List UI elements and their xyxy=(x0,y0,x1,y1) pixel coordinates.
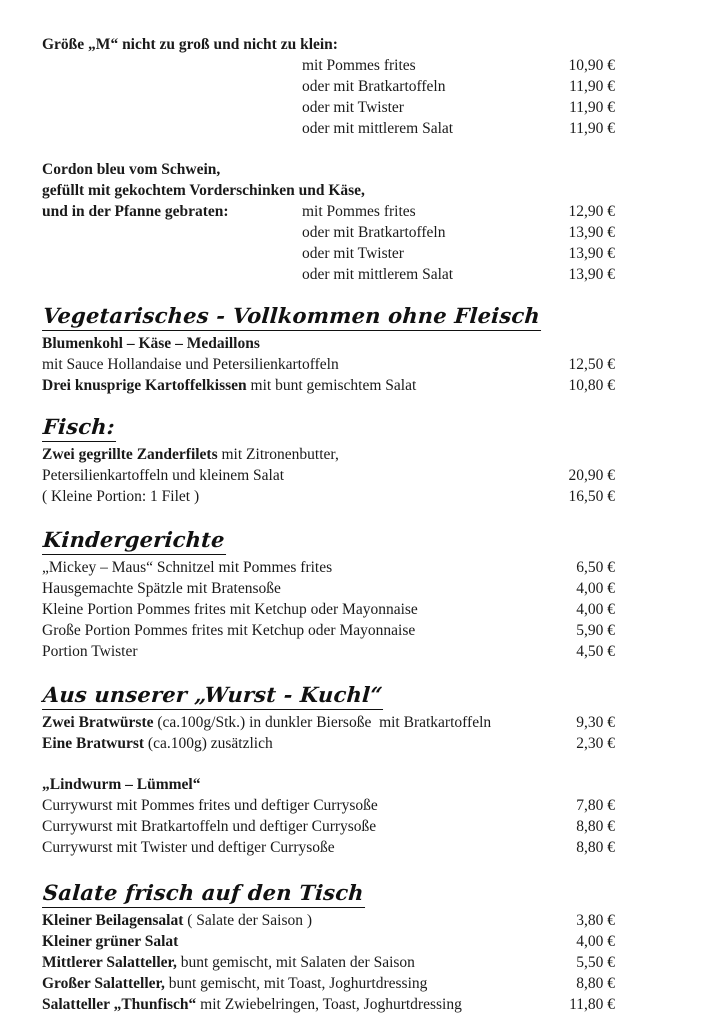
item-price: 4,50 € xyxy=(576,643,615,660)
section-wurst-kuchl xyxy=(0,682,724,754)
item-title: Blumenkohl – Käse – Medaillons xyxy=(42,335,260,352)
option-label: mit Pommes frites xyxy=(302,203,416,220)
item-label: Hausgemachte Spätzle mit Bratensoße xyxy=(42,580,281,597)
item-label: „Mickey – Maus“ Schnitzel mit Pommes frites xyxy=(42,559,333,576)
section-fisch xyxy=(0,414,724,507)
menu-row xyxy=(42,465,724,486)
spacer xyxy=(0,662,724,682)
item-price: 16,50 € xyxy=(568,488,615,505)
menu-row xyxy=(42,837,724,858)
menu-row xyxy=(42,599,724,620)
menu-row xyxy=(42,243,724,264)
section-heading-salate: Salate frisch auf den Tisch xyxy=(42,880,367,908)
schnitzel-size-title: Größe „M“ nicht zu groß und nicht zu klein: xyxy=(42,36,338,53)
item-title: Großer Salatteller, xyxy=(42,975,165,992)
option-price: 11,90 € xyxy=(569,120,615,137)
item-price: 7,80 € xyxy=(576,797,615,814)
item-label: Currywurst mit Pommes frites und deftiger Currysoße xyxy=(42,797,378,814)
menu-row xyxy=(42,557,724,578)
item-price: 4,00 € xyxy=(576,933,615,950)
section-cordon-bleu xyxy=(0,159,724,285)
item-price: 2,30 € xyxy=(576,735,615,752)
item-label: Kleine Portion Pommes frites mit Ketchup oder Mayonnaise xyxy=(42,601,418,618)
item-subtitle: bunt gemischt, mit Salaten der Saison xyxy=(176,954,415,971)
menu-row xyxy=(42,578,724,599)
item-label: Currywurst mit Bratkartoffeln und deftiger Currysoße xyxy=(42,818,377,835)
spacer xyxy=(0,396,724,414)
menu-row xyxy=(42,486,724,507)
item-price: 8,80 € xyxy=(576,839,615,856)
item-label: Große Portion Pommes frites mit Ketchup oder Mayonnaise xyxy=(42,622,416,639)
menu-row xyxy=(42,795,724,816)
item-price: 6,50 € xyxy=(576,559,615,576)
item-description: Petersilienkartoffeln und kleinem Salat xyxy=(42,467,285,484)
option-price: 13,90 € xyxy=(568,266,615,283)
menu-row xyxy=(42,118,724,139)
menu-row xyxy=(42,375,724,396)
item-subtitle: (ca.100g) zusätzlich xyxy=(144,735,273,752)
menu-row xyxy=(42,994,724,1015)
cordon-bleu-line3-with-option xyxy=(42,201,510,222)
option-price: 13,90 € xyxy=(568,245,615,262)
menu-row xyxy=(42,76,724,97)
item-title: Drei knusprige Kartoffelkissen xyxy=(42,377,247,394)
menu-row xyxy=(42,641,724,662)
menu-row xyxy=(42,910,724,931)
item-description: ( Kleine Portion: 1 Filet ) xyxy=(42,488,200,505)
item-label xyxy=(42,931,510,952)
cordon-bleu-line1: Cordon bleu vom Schwein, xyxy=(42,161,221,178)
item-price: 10,80 € xyxy=(568,377,615,394)
item-label xyxy=(42,973,510,994)
section-heading-fisch: Fisch: xyxy=(42,414,118,442)
item-subtitle: bunt gemischt, mit Toast, Joghurtdressing xyxy=(164,975,428,992)
section-heading-vegetarisch: Vegetarisches - Vollkommen ohne Fleisch xyxy=(42,303,543,331)
item-title: Salatteller „Thunfisch“ xyxy=(42,996,197,1013)
item-price: 4,00 € xyxy=(576,580,615,597)
lindwurm-title: „Lindwurm – Lümmel“ xyxy=(42,776,201,793)
item-label xyxy=(42,952,510,973)
menu-row xyxy=(42,931,724,952)
item-subtitle: mit bunt gemischtem Salat xyxy=(246,377,417,394)
option-label: oder mit Bratkartoffeln xyxy=(302,224,446,241)
spacer xyxy=(0,754,724,774)
menu-row xyxy=(42,733,724,754)
item-subtitle: mit Zwiebelringen, Toast, Joghurtdressing xyxy=(196,996,462,1013)
option-label: oder mit mittlerem Salat xyxy=(302,120,454,137)
fisch-item1-title-row xyxy=(42,444,724,465)
item-label xyxy=(42,733,510,754)
item-description: mit Sauce Hollandaise und Petersilienkartoffeln xyxy=(42,356,339,373)
item-price: 8,80 € xyxy=(576,975,615,992)
cordon-bleu-line3: und in der Pfanne gebraten: xyxy=(42,203,229,220)
cordon-bleu-line1-row xyxy=(42,159,724,180)
section-schnitzel-size xyxy=(0,34,724,139)
option-label: oder mit Twister xyxy=(302,99,404,116)
option-label: oder mit Bratkartoffeln xyxy=(302,78,446,95)
section-heading-kindergerichte: Kindergerichte xyxy=(42,527,228,555)
section-heading-wurst-kuchl: Aus unserer „Wurst - Kuchl“ xyxy=(42,682,385,710)
item-label xyxy=(42,910,510,931)
item-title: Kleiner Beilagensalat xyxy=(42,912,184,929)
menu-row xyxy=(42,816,724,837)
item-price: 5,50 € xyxy=(576,954,615,971)
item-subtitle: mit Zitronenbutter, xyxy=(217,446,339,463)
section-lindwurm-luemmel xyxy=(0,774,724,858)
option-label: oder mit mittlerem Salat xyxy=(302,266,454,283)
option-price: 13,90 € xyxy=(568,224,615,241)
menu-row xyxy=(42,97,724,118)
menu-row xyxy=(42,222,724,243)
section-salate xyxy=(0,880,724,1015)
lindwurm-title-row xyxy=(42,774,724,795)
spacer xyxy=(0,858,724,880)
menu-row xyxy=(42,264,724,285)
item-price: 4,00 € xyxy=(576,601,615,618)
section-kindergerichte xyxy=(0,527,724,662)
item-title: Mittlerer Salatteller, xyxy=(42,954,177,971)
menu-row xyxy=(42,55,724,76)
item-price: 5,90 € xyxy=(576,622,615,639)
item-title: Zwei gegrillte Zanderfilets xyxy=(42,446,218,463)
spacer xyxy=(0,139,724,159)
menu-row xyxy=(42,952,724,973)
section-vegetarisch xyxy=(0,303,724,396)
item-price: 9,30 € xyxy=(576,714,615,731)
item-price: 3,80 € xyxy=(576,912,615,929)
menu-row xyxy=(42,712,724,733)
menu-row xyxy=(42,354,724,375)
item-subtitle: (ca.100g/Stk.) in dunkler Biersoße mit Bratkartoffeln xyxy=(153,714,492,731)
option-price: 11,90 € xyxy=(569,99,615,116)
option-label: oder mit Twister xyxy=(302,245,404,262)
option-price: 11,90 € xyxy=(569,78,615,95)
item-price: 12,50 € xyxy=(568,356,615,373)
vegetarisch-item1-title-row xyxy=(42,333,724,354)
item-title: Kleiner grüner Salat xyxy=(42,933,179,950)
item-title: Eine Bratwurst xyxy=(42,735,145,752)
item-label xyxy=(42,712,510,733)
menu-row xyxy=(42,201,724,222)
spacer xyxy=(0,285,724,303)
item-price: 20,90 € xyxy=(568,467,615,484)
menu-row xyxy=(42,973,724,994)
cordon-bleu-line2: gefüllt mit gekochtem Vorderschinken und Käse, xyxy=(42,182,365,199)
schnitzel-size-title-row xyxy=(42,34,724,55)
item-description xyxy=(42,375,510,396)
item-title: Zwei Bratwürste xyxy=(42,714,154,731)
item-label: Portion Twister xyxy=(42,643,138,660)
spacer xyxy=(0,507,724,527)
menu-row xyxy=(42,620,724,641)
item-price: 11,80 € xyxy=(569,996,615,1013)
cordon-bleu-line2-row xyxy=(42,180,724,201)
item-subtitle: ( Salate der Saison ) xyxy=(183,912,313,929)
item-label: Currywurst mit Twister und deftiger Currysoße xyxy=(42,839,335,856)
top-spacer xyxy=(0,0,724,34)
item-title-line xyxy=(42,444,510,465)
item-label xyxy=(42,994,510,1015)
option-label: mit Pommes frites xyxy=(302,57,416,74)
item-price: 8,80 € xyxy=(576,818,615,835)
option-price: 12,90 € xyxy=(568,203,615,220)
option-price: 10,90 € xyxy=(568,57,615,74)
